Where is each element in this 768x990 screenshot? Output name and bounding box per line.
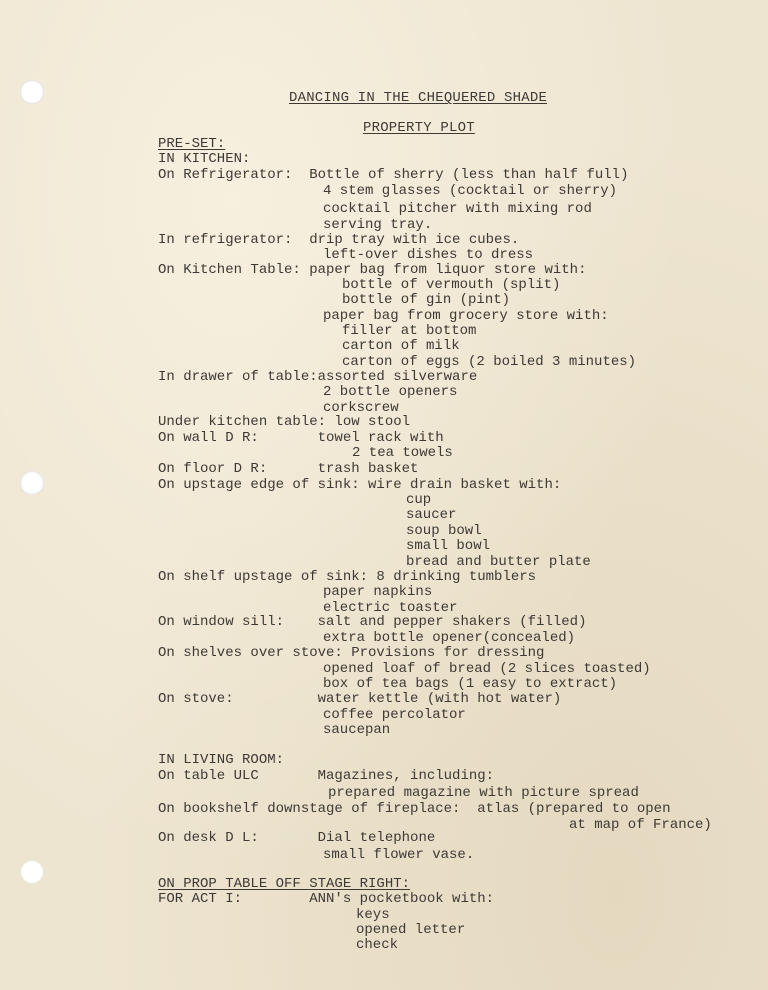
typed-line: saucer [406, 507, 457, 523]
typed-line: On desk D L: Dial telephone [158, 830, 436, 846]
typed-line: corkscrew [323, 400, 399, 416]
typed-line: bottle of vermouth (split) [342, 277, 561, 293]
page-title: DANCING IN THE CHEQUERED SHADE [289, 90, 548, 106]
typed-line: opened loaf of bread (2 slices toasted) [323, 661, 651, 677]
typed-line: In drawer of table:assorted silverware [158, 369, 478, 385]
typed-line: left-over dishes to dress [323, 247, 534, 263]
typed-line: filler at bottom [342, 323, 477, 339]
typed-line: saucepan [323, 722, 391, 738]
typed-line: 2 tea towels [352, 445, 453, 461]
typed-line: PRE-SET: [158, 136, 226, 152]
typed-line: On Kitchen Table: paper bag from liquor store with: [158, 262, 587, 278]
typed-line: carton of eggs (2 boiled 3 minutes) [342, 354, 637, 370]
typed-line: small flower vase. [323, 847, 475, 863]
typed-line: soup bowl [406, 523, 482, 539]
typed-line: paper napkins [323, 584, 433, 600]
typed-line: opened letter [356, 922, 466, 938]
typed-line: bread and butter plate [406, 554, 591, 570]
typed-line: FOR ACT I: ANN's pocketbook with: [158, 891, 495, 907]
typed-line: On wall D R: towel rack with [158, 430, 444, 446]
typed-line: On shelf upstage of sink: 8 drinking tumblers [158, 569, 537, 585]
page-subtitle: PROPERTY PLOT [363, 120, 475, 136]
typed-line: at map of France) [569, 817, 712, 833]
typed-line: ON PROP TABLE OFF STAGE RIGHT: [158, 876, 411, 892]
typed-line: 2 bottle openers [323, 384, 458, 400]
typed-line: On window sill: salt and pepper shakers (filled) [158, 614, 587, 630]
typed-line: carton of milk [342, 338, 460, 354]
typed-line: serving tray. [323, 217, 433, 233]
binder-hole-top [20, 80, 44, 104]
typed-line: On stove: water kettle (with hot water) [158, 691, 562, 707]
typed-line: bottle of gin (pint) [342, 292, 511, 308]
typed-line: electric toaster [323, 600, 458, 616]
typed-line: check [356, 937, 399, 953]
typed-line: IN KITCHEN: [158, 151, 251, 167]
typed-line: cup [406, 492, 432, 508]
binder-hole-bottom [20, 860, 44, 884]
typed-line: Under kitchen table: low stool [158, 414, 411, 430]
typed-line: paper bag from grocery store with: [323, 308, 609, 324]
typed-line: small bowl [406, 538, 491, 554]
typed-line: On Refrigerator: Bottle of sherry (less than half full) [158, 167, 629, 183]
typed-line: cocktail pitcher with mixing rod [323, 201, 592, 217]
typed-line: On shelves over stove: Provisions for dressing [158, 645, 545, 661]
typed-line: keys [356, 907, 390, 923]
typed-line: On floor D R: trash basket [158, 461, 419, 477]
typed-line: extra bottle opener(concealed) [323, 630, 576, 646]
typed-line: On table ULC Magazines, including: [158, 768, 495, 784]
typed-line: IN LIVING ROOM: [158, 752, 285, 768]
typed-line: On bookshelf downstage of fireplace: atlas (prepared to open [158, 801, 671, 817]
typed-line: box of tea bags (1 easy to extract) [323, 676, 618, 692]
typed-line: prepared magazine with picture spread [328, 785, 639, 801]
typed-line: 4 stem glasses (cocktail or sherry) [323, 183, 618, 199]
typed-line: coffee percolator [323, 707, 466, 723]
binder-hole-middle [20, 471, 44, 495]
typed-line: In refrigerator: drip tray with ice cubes. [158, 232, 520, 248]
typed-line: On upstage edge of sink: wire drain basket with: [158, 477, 562, 493]
